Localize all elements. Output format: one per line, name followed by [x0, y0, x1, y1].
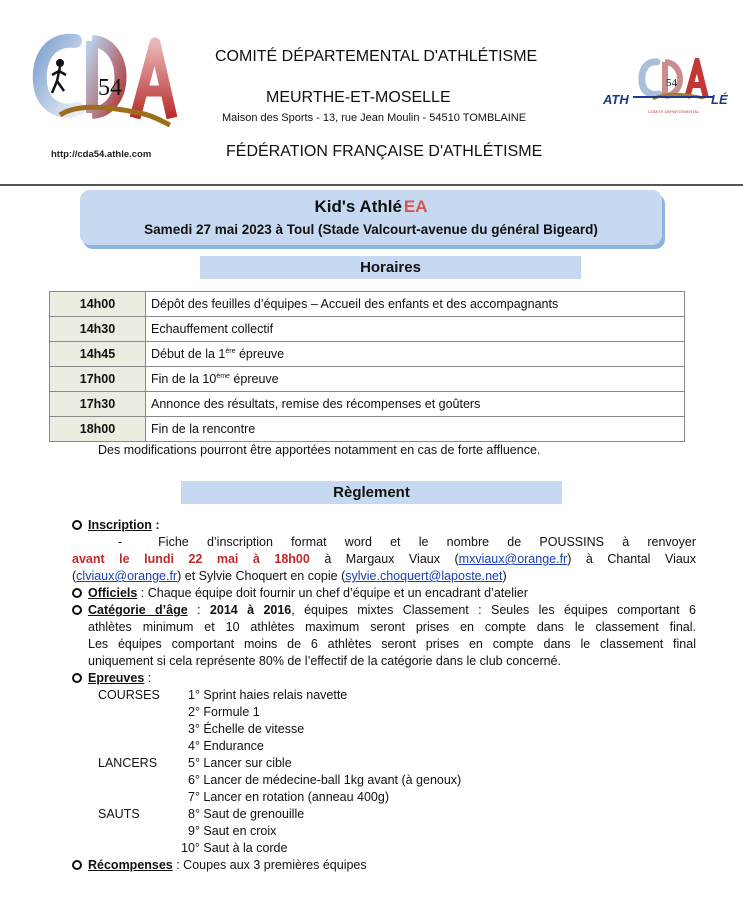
header-divider [0, 184, 743, 186]
epreuve-item: 8° Saut de grenouille [188, 807, 305, 821]
event-title-suffix: EA [403, 197, 428, 216]
deadline: avant le lundi 22 mai à 18h00 [72, 552, 310, 566]
inscription-line2 [72, 551, 696, 568]
epreuve-row [72, 738, 696, 755]
circle-bullet-icon [72, 673, 82, 683]
epreuve-category [72, 738, 188, 755]
epreuve-category [72, 840, 188, 857]
time-cell: 18h00 [50, 417, 146, 442]
table-row [50, 342, 685, 367]
desc-text: Début de la 1 [151, 347, 226, 361]
rule-label: Officiels [88, 586, 138, 600]
epreuve-row [72, 721, 696, 738]
categorie-line3: Les équipes comportant moins de 6 athlètes seront prises en compte dans le classement final [88, 637, 696, 651]
rule-text: : Chaque équipe doit fournir un chef d’équipe et un encadrant d’atelier [137, 586, 528, 600]
rule-recompenses [72, 857, 696, 874]
epreuve-row [72, 806, 696, 823]
event-title-text: Kid's Athlé [314, 197, 402, 216]
rule-sep: : [144, 671, 152, 685]
table-row [50, 392, 685, 417]
epreuve-item: 5° Lancer sur cible [188, 756, 292, 770]
inscription-text: ) à Chantal Viaux [567, 552, 696, 566]
athle-logo [603, 58, 741, 116]
website-url[interactable]: http://cda54.athle.com [51, 149, 152, 160]
categorie-line4: uniquement si cela représente 80% de l’effectif de la catégorie dans le club concerné. [88, 654, 561, 668]
rule-categorie [72, 602, 696, 619]
rule-label: Inscription [88, 518, 152, 532]
inscription-line3 [72, 568, 696, 585]
epreuve-row [72, 840, 696, 857]
epreuve-item: 9° Saut en croix [188, 824, 277, 838]
desc-text: Fin de la 10 [151, 372, 217, 386]
time-cell: 17h00 [50, 367, 146, 392]
dash: - [118, 535, 123, 549]
epreuve-row [72, 772, 696, 789]
circle-bullet-icon [72, 860, 82, 870]
email-link-sylvie[interactable]: sylvie.choquert@laposte.net [345, 569, 503, 583]
epreuve-category: COURSES [98, 688, 160, 702]
epreuve-category [72, 704, 188, 721]
circle-bullet-icon [72, 520, 82, 530]
desc-cell: Echauffement collectif [146, 317, 685, 342]
table-row [50, 317, 685, 342]
age-years: 2014 à 2016 [209, 603, 292, 617]
desc-cell: Fin de la rencontre [146, 417, 685, 442]
time-cell: 17h30 [50, 392, 146, 417]
inscription-line1 [72, 534, 696, 551]
committee-title: COMITÉ DÉPARTEMENTAL D'ATHLÉTISME [215, 48, 538, 65]
inscription-text: à Margaux Viaux ( [309, 552, 459, 566]
desc-cell [146, 342, 685, 367]
rule-sep: : [151, 518, 160, 532]
desc-cell: Dépôt des feuilles d’équipes – Accueil des enfants et des accompagnants [146, 292, 685, 317]
circle-bullet-icon [72, 588, 82, 598]
address: Maison des Sports - 13, rue Jean Moulin - 54510 TOMBLAINE [222, 112, 527, 124]
department-name: MEURTHE-ET-MOSELLE [266, 89, 451, 106]
email-link-chantal[interactable]: clviaux@orange.fr [76, 569, 178, 583]
ordinal-sup: ème [216, 373, 230, 380]
epreuve-category [72, 721, 188, 738]
schedule-table [49, 291, 685, 442]
svg-text:54: 54 [666, 77, 677, 89]
rules-section [72, 517, 696, 874]
epreuve-category: SAUTS [98, 807, 140, 821]
svg-text:54: 54 [98, 75, 122, 101]
epreuve-row [72, 789, 696, 806]
rule-text: : Coupes aux 3 premières équipes [172, 858, 367, 872]
time-cell: 14h45 [50, 342, 146, 367]
epreuve-category: LANCERS [98, 756, 158, 770]
rule-inscription [72, 517, 696, 534]
inscription-text: ) [502, 569, 507, 583]
inscription-text: ) et Sylvie Choquert en copie ( [177, 569, 346, 583]
rule-label: Récompenses [88, 858, 173, 872]
epreuve-row [72, 755, 696, 772]
inscription-text: ( [72, 569, 77, 583]
inscription-text: Fiche d’inscription format word et le nombre de POUSSINS à renvoyer [158, 535, 696, 549]
epreuve-category [72, 789, 188, 806]
epreuve-item: 3° Échelle de vitesse [188, 722, 305, 736]
epreuve-item: 2° Formule 1 [188, 705, 260, 719]
svg-text:COMITE DEPARTEMENTAL: COMITE DEPARTEMENTAL [648, 109, 700, 114]
schedule-note: Des modifications pourront être apportées notamment en cas de forte affluence. [98, 443, 541, 457]
rule-label: Catégorie d’âge [88, 603, 188, 617]
epreuve-item: 7° Lancer en rotation (anneau 400g) [188, 790, 389, 804]
reglement-heading: Règlement [181, 481, 562, 504]
circle-bullet-icon [72, 605, 82, 615]
table-row [50, 292, 685, 317]
event-subtitle: Samedi 27 mai 2023 à Toul (Stade Valcourt-avenue du général Bigeard) [144, 222, 598, 237]
desc-text: épreuve [229, 372, 279, 386]
rule-label: Epreuves [88, 671, 145, 685]
rule-text: , équipes mixtes Classement : Seules les équipes comportant 6 [291, 603, 696, 617]
email-link-margaux[interactable]: mxviaux@orange.fr [458, 552, 568, 566]
time-cell: 14h30 [50, 317, 146, 342]
event-title [80, 197, 662, 217]
epreuve-row [72, 823, 696, 840]
svg-text:LÉ: LÉ [711, 92, 728, 107]
cda54-logo [30, 33, 180, 128]
table-row [50, 367, 685, 392]
epreuve-category [72, 823, 188, 840]
rule-sep: : [187, 603, 210, 617]
desc-text: épreuve [235, 347, 285, 361]
cda-logo-icon [30, 33, 180, 128]
desc-cell [146, 367, 685, 392]
epreuve-row [72, 687, 696, 704]
categorie-line2: athlètes minimum et 10 athlètes maximum seront prises en compte dans le classement final. [88, 620, 696, 634]
federation-name: FÉDÉRATION FRANÇAISE D'ATHLÉTISME [226, 143, 543, 160]
rule-officiels [72, 585, 696, 602]
epreuve-item: 6° Lancer de médecine-ball 1kg avant (à genoux) [188, 773, 462, 787]
desc-cell: Annonce des résultats, remise des récompenses et goûters [146, 392, 685, 417]
svg-text:ATH: ATH [603, 92, 629, 107]
rule-epreuves [72, 670, 696, 687]
epreuve-item: 4° Endurance [188, 739, 264, 753]
ordinal-sup: ère [225, 348, 236, 355]
time-cell: 14h00 [50, 292, 146, 317]
table-row [50, 417, 685, 442]
epreuve-item: 1° Sprint haies relais navette [188, 688, 348, 702]
athle-cda-logo-icon [603, 58, 741, 116]
epreuve-category [72, 772, 188, 789]
epreuve-row [72, 704, 696, 721]
epreuve-item: 10° Saut à la corde [181, 841, 288, 855]
event-title-box [80, 190, 662, 245]
horaires-heading: Horaires [200, 256, 581, 279]
